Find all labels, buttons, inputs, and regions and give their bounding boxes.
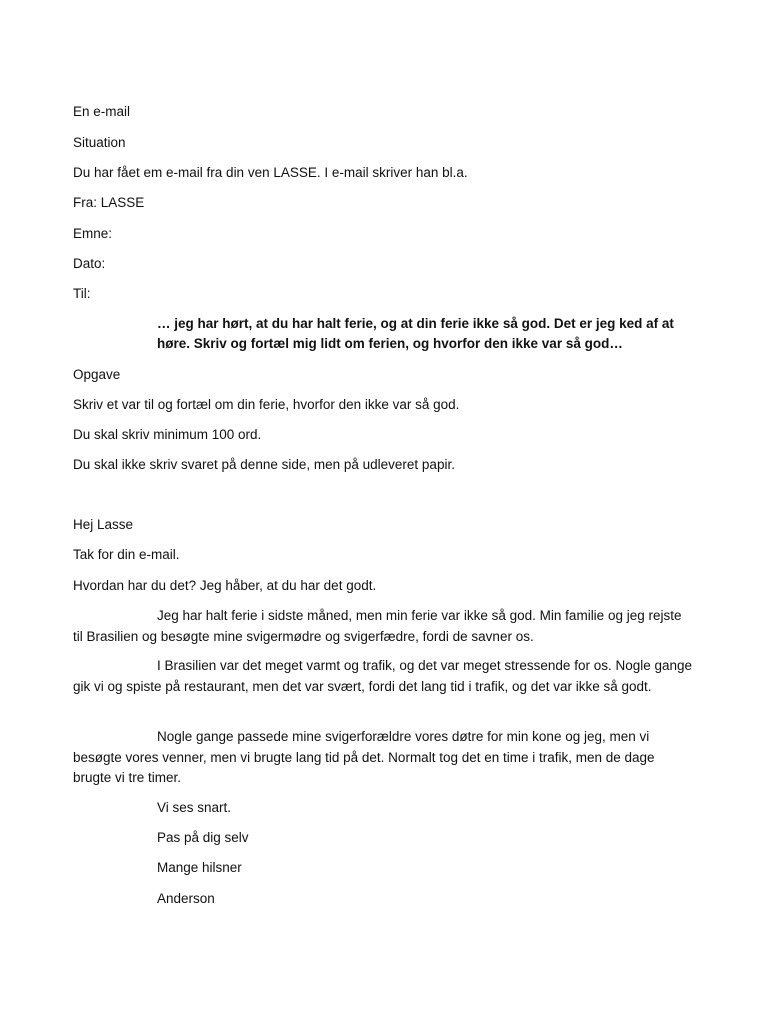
letter-paragraph-3: Nogle gange passede mine svigerforældre vores døtre for min kone og jeg, men vi besøgte vores venner, men vi brugte lang tid på det. Normalt tog det en time i trafik, men de dage brugte vi tre timer. — [73, 729, 655, 785]
situation-text: Du har fået em e-mail fra din ven LASSE. I e-mail skriver han bl.a. — [73, 165, 468, 180]
letter-thanks: Tak for din e-mail. — [73, 547, 180, 562]
letter-closing-2: Pas på dig selv — [157, 830, 249, 845]
email-date-line: Dato: — [73, 256, 106, 271]
document-title: En e-mail — [73, 104, 131, 119]
assignment-line-3: Du skal ikke skriv svaret på denne side, men på udleveret papir. — [73, 457, 455, 472]
assignment-line-2: Du skal skriv minimum 100 ord. — [73, 427, 262, 442]
letter-opening: Hvordan har du det? Jeg håber, at du har det godt. — [73, 578, 377, 593]
letter-closing-1: Vi ses snart. — [157, 800, 232, 815]
email-from-line: Fra: LASSE — [73, 195, 145, 210]
letter-closing-3: Mange hilsner — [157, 860, 242, 875]
assignment-line-1: Skriv et var til og fortæl om din ferie, hvorfor den ikke var så god. — [73, 397, 460, 412]
email-quote: … jeg har hørt, at du har halt ferie, og at din ferie ikke så god. Det er jeg ked af at høre. Skriv og fortæl mig lidt om ferien, og hvorfor den ikke var så god… — [157, 316, 674, 351]
email-to-line: Til: — [73, 286, 91, 301]
letter-greeting: Hej Lasse — [73, 517, 134, 532]
email-subject-line: Emne: — [73, 226, 113, 241]
letter-paragraph-1: Jeg har halt ferie i sidste måned, men min ferie var ikke så god. Min familie og jeg rejste til Brasilien og besøgte mine svigermødre og svigerfædre, fordi de savner os. — [73, 608, 682, 644]
letter-paragraph-2: I Brasilien var det meget varmt og trafik, og det var meget stressende for os. Nogle gange gik vi og spiste på restaurant, men det var svært, fordi det lang tid i trafik, og det var ikke så godt. — [73, 658, 693, 694]
situation-heading: Situation — [73, 135, 126, 150]
assignment-heading: Opgave — [73, 367, 121, 382]
letter-signature: Anderson — [157, 891, 215, 906]
